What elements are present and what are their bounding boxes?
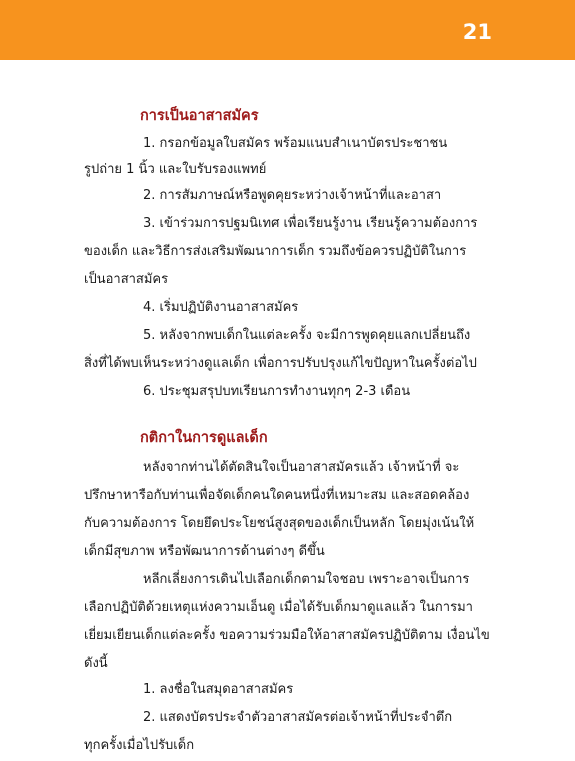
paragraph-line: หลีกเลี่ยงการเดินไปเลือกเด็กตามใจชอบ เพราะอาจเป็นการ (143, 572, 470, 587)
page-number: 21 (462, 20, 492, 44)
list-item-line: 4. เริ่มปฏิบัติงานอาสาสมัคร (143, 300, 299, 315)
list-item-line: ทุกครั้งเมื่อไปรับเด็ก (84, 738, 195, 753)
list-item-line: 1. ลงชื่อในสมุดอาสาสมัคร (143, 682, 294, 697)
list-item-line: 6. ประชุมสรุปบทเรียนการทำงานทุกๆ 2-3 เดือน (143, 384, 411, 399)
list-item-line: 3. เข้าร่วมการปฐมนิเทศ เพื่อเรียนรู้งาน เรียนรู้ความต้องการ (143, 216, 478, 231)
list-item-line: สิ่งที่ได้พบเห็นระหว่างดูแลเด็ก เพื่อการปรับปรุงแก้ไขปัญหาในครั้งต่อไป (84, 356, 477, 371)
list-item-line: ของเด็ก และวิธีการส่งเสริมพัฒนาการเด็ก รวมถึงข้อควรปฏิบัติในการ (84, 244, 467, 259)
paragraph-line: เลือกปฏิบัติด้วยเหตุแห่งความเอ็นดู เมื่อได้รับเด็กมาดูแลแล้ว ในการมา (84, 600, 473, 615)
paragraph-line: เด็กมีสุขภาพ หรือพัฒนาการด้านต่างๆ ดีขึ้น (84, 544, 325, 559)
list-item-line: 5. หลังจากพบเด็กในแต่ละครั้ง จะมีการพูดคุยแลกเปลี่ยนถึง (143, 328, 471, 343)
list-item-line: 2. การสัมภาษณ์หรือพูดคุยระหว่างเจ้าหน้าที่และอาสา (143, 188, 442, 203)
page-header-bar (0, 0, 575, 60)
paragraph-line: หลังจากท่านได้ตัดสินใจเป็นอาสาสมัครแล้ว เจ้าหน้าที่ จะ (143, 460, 460, 475)
paragraph-line: กับความต้องการ โดยยึดประโยชน์สูงสุดของเด็กเป็นหลัก โดยมุ่งเน้นให้ (84, 516, 475, 531)
paragraph-line: ปรึกษาหารือกับท่านเพื่อจัดเด็กคนใดคนหนึ่งที่เหมาะสม และสอดคล้อง (84, 488, 470, 503)
section-heading-volunteering: การเป็นอาสาสมัคร (140, 108, 259, 124)
paragraph-line: ดังนี้ (84, 656, 108, 671)
list-item-line: 1. กรอกข้อมูลใบสมัคร พร้อมแนบสำเนาบัตรประชาชน (143, 136, 448, 151)
list-item-line: 2. แสดงบัตรประจำตัวอาสาสมัครต่อเจ้าหน้าที่ประจำตึก (143, 710, 453, 725)
section-heading-child-care-rules: กติกาในการดูแลเด็ก (140, 430, 268, 446)
paragraph-line: เยี่ยมเยียนเด็กแต่ละครั้ง ขอความร่วมมือให้อาสาสมัครปฏิบัติตาม เงื่อนไข (84, 628, 490, 643)
list-item-line: รูปถ่าย 1 นิ้ว และใบรับรองแพทย์ (84, 162, 267, 177)
list-item-line: เป็นอาสาสมัคร (84, 272, 169, 287)
